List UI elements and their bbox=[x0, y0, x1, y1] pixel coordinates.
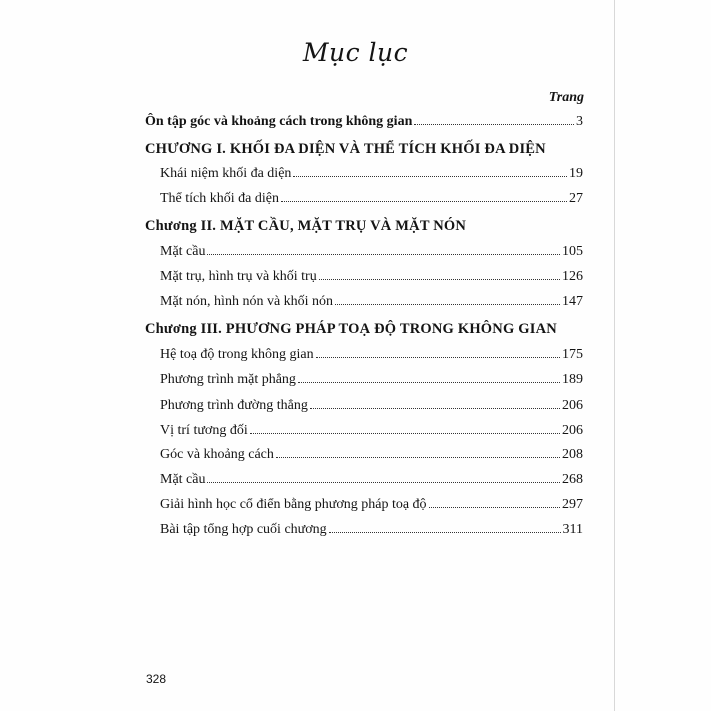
toc-item-page: 147 bbox=[562, 294, 583, 309]
toc-item-label: Mặt nón, hình nón và khối nón bbox=[160, 294, 334, 309]
dot-leader bbox=[250, 422, 560, 434]
dot-leader bbox=[414, 113, 574, 125]
page-title: Mục lục bbox=[302, 38, 409, 67]
toc-item-label: Mặt cầu bbox=[160, 472, 206, 487]
toc-item-row bbox=[160, 346, 583, 363]
dot-leader bbox=[335, 293, 560, 305]
chapter-heading-2: Chương II. MẶT CẦU, MẶT TRỤ VÀ MẶT NÓN bbox=[145, 218, 467, 234]
toc-item-label: Góc và khoảng cách bbox=[160, 447, 274, 462]
toc-item-row bbox=[160, 471, 583, 488]
footer-page-number: 328 bbox=[146, 672, 167, 686]
toc-item-label: Mặt trụ, hình trụ và khối trụ bbox=[160, 269, 317, 284]
dot-leader bbox=[281, 190, 567, 202]
dot-leader bbox=[319, 268, 560, 280]
toc-item-label: Hệ toạ độ trong không gian bbox=[160, 347, 314, 362]
toc-item-page: 189 bbox=[562, 372, 583, 387]
chapter-heading-3: Chương III. PHƯƠNG PHÁP TOẠ ĐỘ TRONG KHÔNG GIAN bbox=[145, 321, 557, 337]
dot-leader bbox=[293, 165, 567, 177]
toc-item-label: Vị trí tương đối bbox=[160, 423, 248, 438]
toc-intro-row bbox=[145, 113, 583, 130]
page-column-label: Trang bbox=[548, 90, 584, 105]
toc-item-page: 297 bbox=[562, 497, 583, 512]
toc-item-page: 105 bbox=[562, 244, 583, 259]
toc-item-page: 3 bbox=[576, 114, 583, 129]
toc-item-row bbox=[160, 190, 583, 207]
toc-item-label: Khái niệm khối đa diện bbox=[160, 166, 292, 181]
dot-leader bbox=[207, 471, 560, 483]
dot-leader bbox=[207, 243, 560, 255]
toc-item-row bbox=[160, 496, 583, 513]
toc-item-row bbox=[160, 293, 583, 310]
toc-item-label: Phương trình mặt phẳng bbox=[160, 372, 296, 387]
dot-leader bbox=[298, 371, 560, 383]
page-edge-line bbox=[614, 0, 615, 711]
toc-item-label: Thể tích khối đa diện bbox=[160, 191, 279, 206]
toc-item-row bbox=[160, 165, 583, 182]
toc-item-row bbox=[160, 371, 583, 388]
toc-item-label: Bài tập tổng hợp cuối chương bbox=[160, 522, 327, 537]
toc-item-row bbox=[160, 243, 583, 260]
dot-leader bbox=[276, 446, 560, 458]
toc-item-page: 206 bbox=[562, 423, 583, 438]
chapter-heading-1: CHƯƠNG I. KHỐI ĐA DIỆN VÀ THỂ TÍCH KHỐI ĐA DIỆN bbox=[145, 141, 546, 157]
toc-item-label: Giải hình học cổ điển bằng phương pháp toạ độ bbox=[160, 497, 427, 512]
toc-item-page: 126 bbox=[562, 269, 583, 284]
toc-item-row bbox=[160, 446, 583, 463]
toc-item-page: 175 bbox=[562, 347, 583, 362]
toc-item-row bbox=[160, 521, 583, 538]
toc-item-page: 268 bbox=[562, 472, 583, 487]
toc-item-page: 19 bbox=[569, 166, 583, 181]
toc-item-page: 311 bbox=[562, 522, 583, 537]
dot-leader bbox=[310, 397, 560, 409]
toc-item-page: 27 bbox=[569, 191, 583, 206]
dot-leader bbox=[316, 346, 560, 358]
toc-item-page: 208 bbox=[562, 447, 583, 462]
toc-item-label: Mặt cầu bbox=[160, 244, 206, 259]
toc-item-row bbox=[160, 422, 583, 439]
toc-item-page: 206 bbox=[562, 398, 583, 413]
toc-item-row bbox=[160, 268, 583, 285]
toc-item-label: Ôn tập góc và khoảng cách trong không gian bbox=[145, 114, 413, 129]
toc-item-row bbox=[160, 397, 583, 414]
dot-leader bbox=[329, 521, 561, 533]
toc-item-label: Phương trình đường thẳng bbox=[160, 398, 308, 413]
dot-leader bbox=[429, 496, 560, 508]
